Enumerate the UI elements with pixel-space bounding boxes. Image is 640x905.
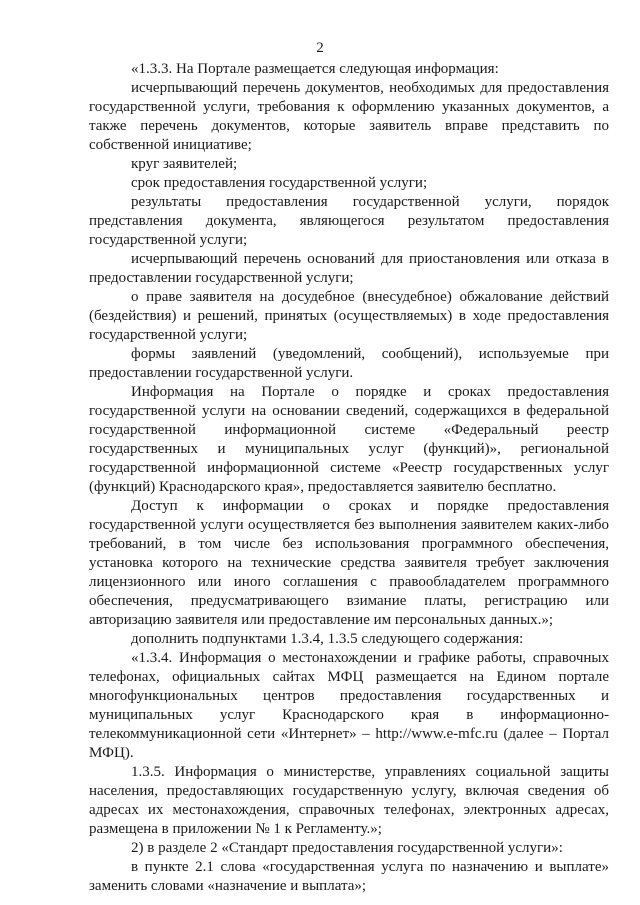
- paragraph: формы заявлений (уведомлений, сообщений), используемые при предоставлении государственной услуги.: [89, 346, 609, 381]
- paragraph: результаты предоставления государственной услуги, порядок представления документа, являющегося результатом предоставления государственной услуги;: [89, 194, 609, 248]
- paragraph: исчерпывающий перечень оснований для приостановления или отказа в предоставлении государственной услуги;: [89, 251, 609, 286]
- document-body: [89, 60, 609, 896]
- paragraph: Информация на Портале о порядке и сроках предоставления государственной услуги на основании сведений, содержащихся в федеральной государственной информационной системе «Федеральный реестр государственных и муниципальных услуг (функций)», региональной государственной информационной системе «Реестр государственных услуг (функций) Краснодарского края», предоставляется заявителю бесплатно.: [89, 384, 609, 495]
- paragraph: 1.3.5. Информация о министерстве, управлениях социальной защиты населения, предоставляющих государственную услугу, включая сведения об адресах их местонахождения, справочных телефонах, электронных адресах, размещена в приложении № 1 к Регламенту.»;: [89, 764, 609, 837]
- paragraph: в пункте 2.1 слова «государственная услуга по назначению и выплате» заменить словами «назначение и выплата»;: [89, 859, 609, 894]
- paragraph: Доступ к информации о сроках и порядке предоставления государственной услуги осуществляется без выполнения заявителем каких-либо требований, в том числе без использования программного обеспечения, установка которого на технические средства заявителя требует заключения лицензионного или иного соглашения с правообладателем программного обеспечения, предусматривающего взимание платы, регистрацию или авторизацию заявителя или предоставление им персональных данных.»;: [89, 498, 609, 628]
- page-number: 2: [316, 40, 324, 56]
- paragraph: срок предоставления государственной услуги;: [131, 175, 428, 191]
- paragraph: дополнить подпунктами 1.3.4, 1.3.5 следующего содержания:: [131, 631, 524, 647]
- paragraph: исчерпывающий перечень документов, необходимых для предоставления государственной услуги, требования к оформлению указанных документов, а также перечень документов, которые заявитель вправе представить по собственной инициативе;: [89, 80, 609, 153]
- paragraph: «1.3.4. Информация о местонахождении и графике работы, справочных телефонах, официальных сайтах МФЦ размещается на Едином портале многофункциональных центров предоставления государственных и муниципальных услуг Краснодарского края в информационно-телекоммуникационной сети «Интернет» – http://www.e-mfc.ru (далее – Портал МФЦ).: [89, 650, 609, 761]
- paragraph: круг заявителей;: [131, 156, 238, 172]
- paragraph: о праве заявителя на досудебное (внесудебное) обжалование действий (бездействия) и решений, принятых (осуществляемых) в ходе предоставления государственной услуги;: [89, 289, 609, 343]
- paragraph: «1.3.3. На Портале размещается следующая информация:: [131, 61, 499, 77]
- paragraph: 2) в разделе 2 «Стандарт предоставления государственной услуги»:: [131, 840, 563, 856]
